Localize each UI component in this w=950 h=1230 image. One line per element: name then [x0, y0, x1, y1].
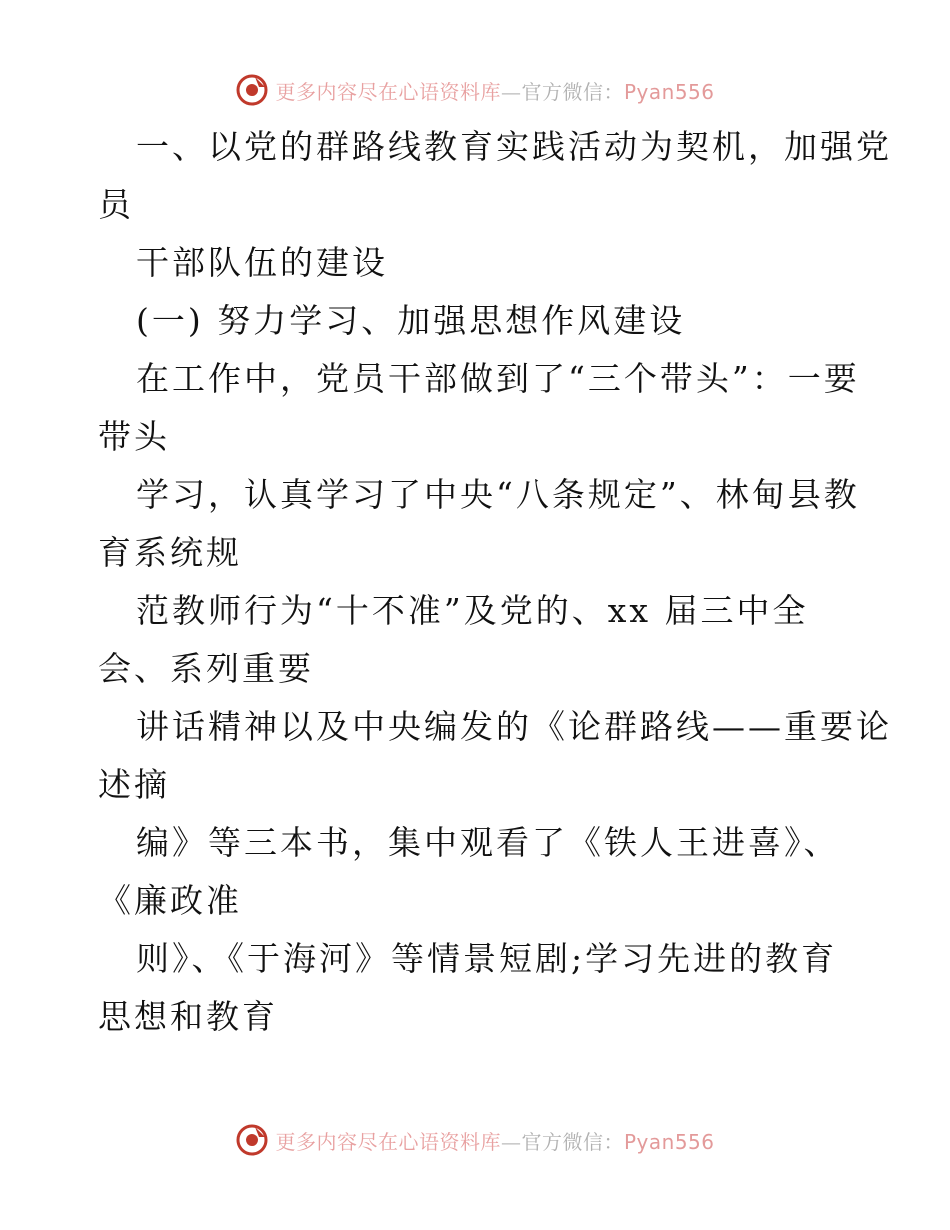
header-watermark-wechat-label: 官方微信：: [521, 79, 624, 104]
document-body: [98, 118, 892, 1046]
body-line: (一) 努力学习、加强思想作风建设: [136, 301, 686, 340]
footer-watermark-text: [275, 1126, 714, 1155]
brand-logo-icon: [235, 73, 269, 107]
brand-logo-icon: [235, 1123, 269, 1157]
body-line: 述摘: [98, 765, 170, 804]
body-line: 思想和教育: [98, 997, 278, 1036]
body-line: 带头: [98, 417, 170, 456]
body-line: 一、以党的群路线教育实践活动为契机，加强党: [136, 127, 892, 166]
header-watermark-text: [275, 76, 714, 105]
footer-watermark: [0, 1120, 950, 1160]
header-watermark-separator: —: [500, 79, 522, 104]
header-watermark: [0, 70, 950, 110]
header-watermark-wechat-id: Pyan556: [623, 79, 715, 104]
footer-watermark-separator: —: [500, 1129, 522, 1154]
header-watermark-main: 更多内容尽在心语资料库: [275, 79, 501, 104]
footer-watermark-wechat-id: Pyan556: [623, 1129, 715, 1154]
body-line: 学习，认真学习了中央“八条规定”、林甸县教: [136, 475, 860, 514]
footer-watermark-main: 更多内容尽在心语资料库: [275, 1129, 501, 1154]
body-line: 《廉政准: [98, 881, 242, 920]
body-line: 讲话精神以及中央编发的《论群路线——重要论: [136, 707, 892, 746]
body-line: 范教师行为“十不准”及党的、xx 届三中全: [136, 591, 809, 630]
body-line: 编》等三本书，集中观看了《铁人王进喜》、: [136, 823, 840, 862]
body-line: 育系统规: [98, 533, 242, 572]
body-line: 干部队伍的建设: [136, 243, 388, 282]
body-line: 则》、《于海河》等情景短剧;学习先进的教育: [136, 939, 838, 978]
body-line: 员: [98, 185, 134, 224]
body-line: 在工作中，党员干部做到了“三个带头”：一要: [136, 359, 860, 398]
body-line: 会、系列重要: [98, 649, 314, 688]
footer-watermark-wechat-label: 官方微信：: [521, 1129, 624, 1154]
